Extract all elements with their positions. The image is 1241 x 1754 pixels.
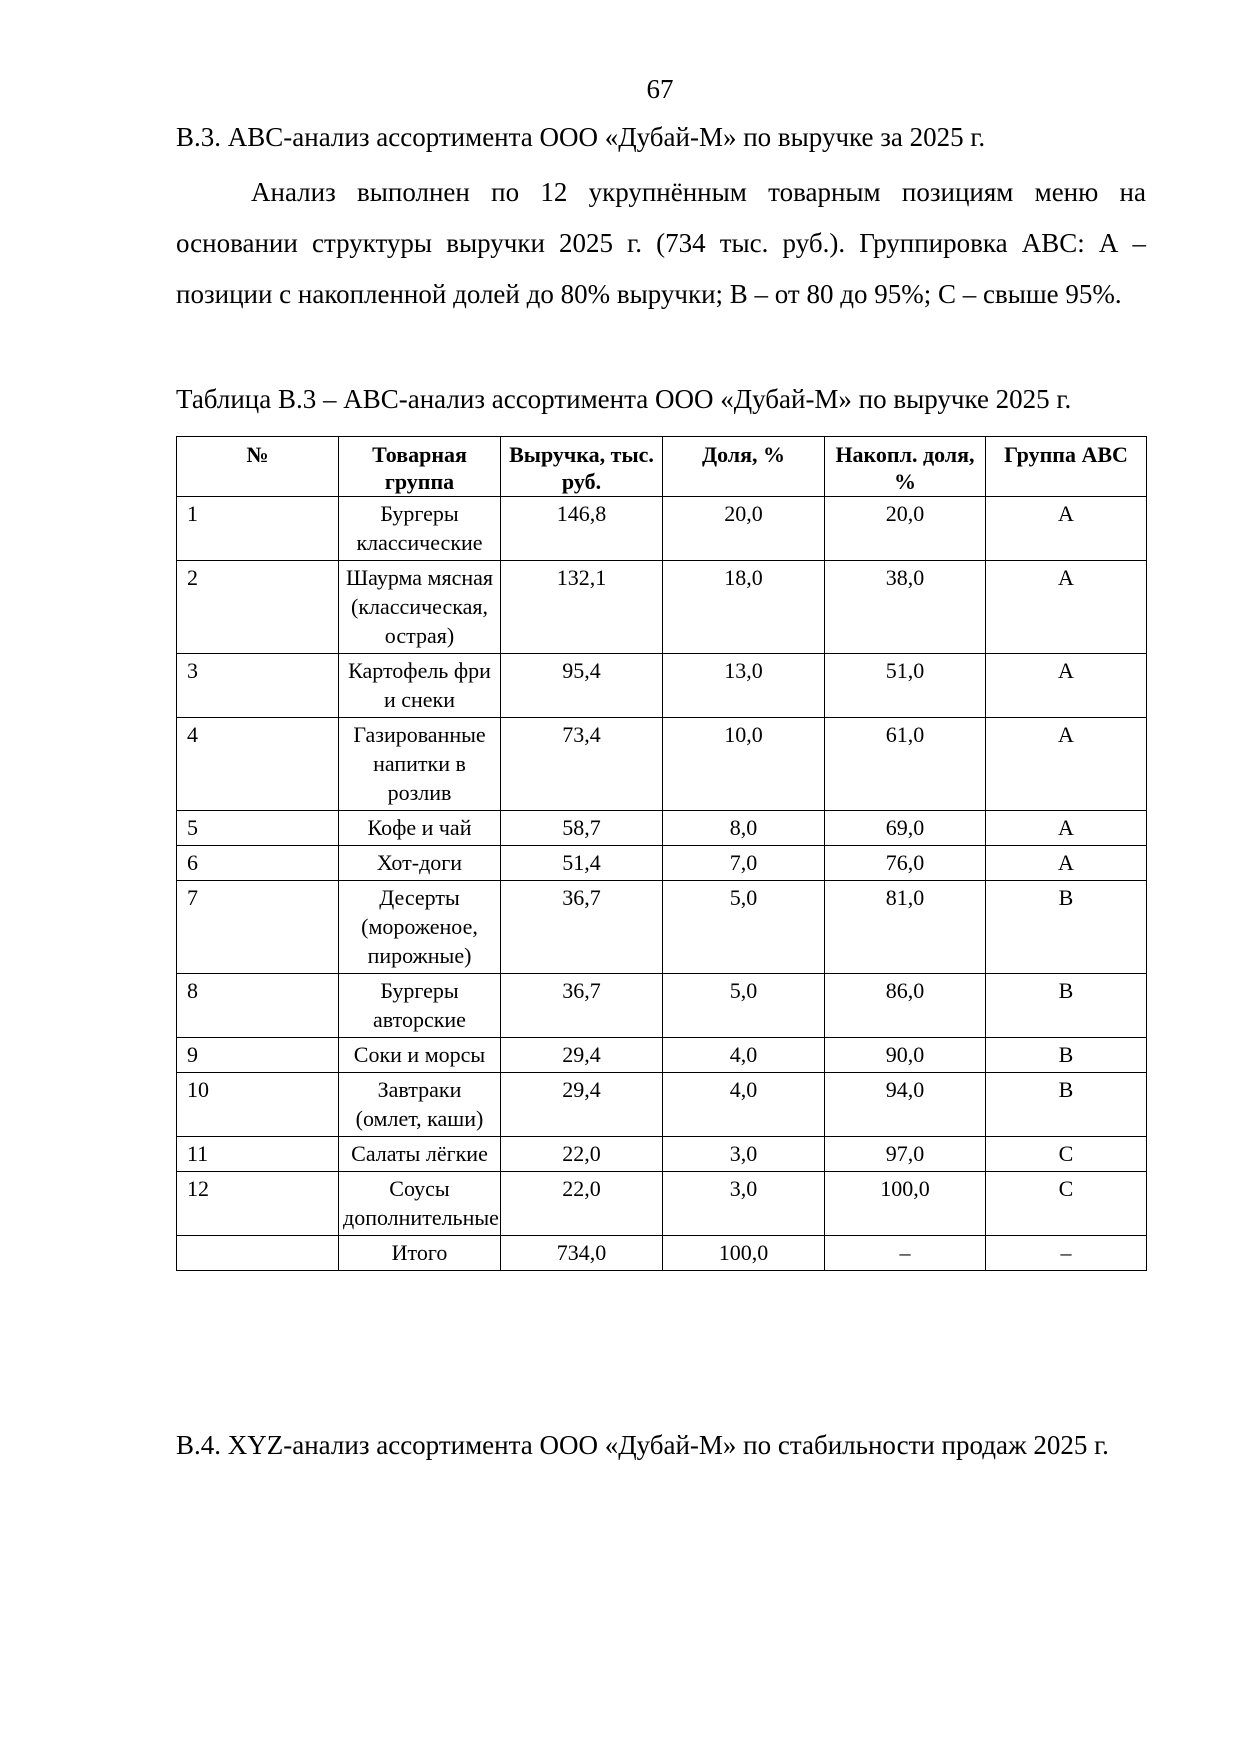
cell-number: 11 bbox=[177, 1137, 339, 1172]
cell-revenue: 73,4 bbox=[501, 718, 663, 811]
cell-revenue: 29,4 bbox=[501, 1038, 663, 1073]
cell-share: 100,0 bbox=[663, 1236, 825, 1271]
cell-cumulative-share: 51,0 bbox=[825, 654, 986, 718]
cell-revenue: 132,1 bbox=[501, 561, 663, 654]
cell-share: 7,0 bbox=[663, 846, 825, 881]
cell-share: 4,0 bbox=[663, 1073, 825, 1137]
cell-cumulative-share: 97,0 bbox=[825, 1137, 986, 1172]
table-row bbox=[177, 811, 1147, 846]
table-row bbox=[177, 1137, 1147, 1172]
table-caption: Таблица В.3 – ABC-анализ ассортимента ООО «Дубай-М» по выручке 2025 г. bbox=[176, 384, 1072, 414]
header-share: Доля, % bbox=[663, 437, 825, 497]
cell-revenue: 95,4 bbox=[501, 654, 663, 718]
cell-number: 8 bbox=[177, 974, 339, 1038]
cell-abc-group: A bbox=[986, 561, 1147, 654]
cell-revenue: 36,7 bbox=[501, 881, 663, 974]
cell-cumulative-share: 86,0 bbox=[825, 974, 986, 1038]
cell-abc-group: A bbox=[986, 654, 1147, 718]
cell-share: 10,0 bbox=[663, 718, 825, 811]
cell-abc-group: B bbox=[986, 881, 1147, 974]
cell-number: 9 bbox=[177, 1038, 339, 1073]
header-product-group: Товарная группа bbox=[339, 437, 501, 497]
table-row bbox=[177, 1073, 1147, 1137]
cell-product-group: Бургеры авторские bbox=[339, 974, 501, 1038]
cell-product-group: Десерты (мороженое, пирожные) bbox=[339, 881, 501, 974]
table-body bbox=[177, 497, 1147, 1271]
table-row bbox=[177, 718, 1147, 811]
cell-number: 4 bbox=[177, 718, 339, 811]
cell-cumulative-share: – bbox=[825, 1236, 986, 1271]
cell-abc-group: A bbox=[986, 718, 1147, 811]
header-number: № bbox=[177, 437, 339, 497]
cell-number bbox=[177, 1236, 339, 1271]
table-row bbox=[177, 881, 1147, 974]
cell-share: 18,0 bbox=[663, 561, 825, 654]
table-row bbox=[177, 1172, 1147, 1236]
cell-share: 3,0 bbox=[663, 1172, 825, 1236]
cell-cumulative-share: 20,0 bbox=[825, 497, 986, 561]
section-b4-heading: В.4. XYZ-анализ ассортимента ООО «Дубай-М» по стабильности продаж 2025 г. bbox=[176, 1430, 1109, 1460]
cell-abc-group: A bbox=[986, 811, 1147, 846]
cell-abc-group: C bbox=[986, 1137, 1147, 1172]
table-row bbox=[177, 654, 1147, 718]
header-revenue: Выручка, тыс. руб. bbox=[501, 437, 663, 497]
abc-table bbox=[176, 436, 1147, 1271]
cell-abc-group: – bbox=[986, 1236, 1147, 1271]
cell-cumulative-share: 61,0 bbox=[825, 718, 986, 811]
table-row bbox=[177, 561, 1147, 654]
cell-product-group: Итого bbox=[339, 1236, 501, 1271]
cell-revenue: 51,4 bbox=[501, 846, 663, 881]
cell-number: 2 bbox=[177, 561, 339, 654]
cell-product-group: Картофель фри и снеки bbox=[339, 654, 501, 718]
table-row bbox=[177, 1038, 1147, 1073]
cell-number: 3 bbox=[177, 654, 339, 718]
cell-revenue: 22,0 bbox=[501, 1172, 663, 1236]
cell-revenue: 36,7 bbox=[501, 974, 663, 1038]
cell-share: 8,0 bbox=[663, 811, 825, 846]
cell-product-group: Хот-доги bbox=[339, 846, 501, 881]
cell-revenue: 22,0 bbox=[501, 1137, 663, 1172]
cell-revenue: 58,7 bbox=[501, 811, 663, 846]
header-abc-group: Группа ABC bbox=[986, 437, 1147, 497]
page-number: 67 bbox=[646, 74, 674, 104]
cell-product-group: Салаты лёгкие bbox=[339, 1137, 501, 1172]
cell-cumulative-share: 90,0 bbox=[825, 1038, 986, 1073]
cell-share: 5,0 bbox=[663, 881, 825, 974]
header-cumulative-share: Накопл. доля, % bbox=[825, 437, 986, 497]
cell-cumulative-share: 100,0 bbox=[825, 1172, 986, 1236]
cell-cumulative-share: 76,0 bbox=[825, 846, 986, 881]
cell-number: 6 bbox=[177, 846, 339, 881]
cell-number: 12 bbox=[177, 1172, 339, 1236]
cell-abc-group: B bbox=[986, 974, 1147, 1038]
cell-share: 4,0 bbox=[663, 1038, 825, 1073]
cell-product-group: Бургеры классическиe bbox=[339, 497, 501, 561]
cell-product-group: Кофе и чай bbox=[339, 811, 501, 846]
table-header-row bbox=[177, 437, 1147, 497]
cell-cumulative-share: 69,0 bbox=[825, 811, 986, 846]
table-row bbox=[177, 497, 1147, 561]
table-row bbox=[177, 974, 1147, 1038]
cell-number: 5 bbox=[177, 811, 339, 846]
cell-abc-group: B bbox=[986, 1073, 1147, 1137]
table-row bbox=[177, 1236, 1147, 1271]
cell-share: 20,0 bbox=[663, 497, 825, 561]
section-b3-heading: В.3. ABC-анализ ассортимента ООО «Дубай-М» по выручке за 2025 г. bbox=[176, 122, 986, 152]
cell-revenue: 734,0 bbox=[501, 1236, 663, 1271]
cell-revenue: 146,8 bbox=[501, 497, 663, 561]
cell-share: 3,0 bbox=[663, 1137, 825, 1172]
cell-share: 5,0 bbox=[663, 974, 825, 1038]
cell-product-group: Соусы дополнительные bbox=[339, 1172, 501, 1236]
cell-abc-group: B bbox=[986, 1038, 1147, 1073]
cell-number: 1 bbox=[177, 497, 339, 561]
cell-product-group: Соки и морсы bbox=[339, 1038, 501, 1073]
cell-cumulative-share: 81,0 bbox=[825, 881, 986, 974]
cell-revenue: 29,4 bbox=[501, 1073, 663, 1137]
cell-number: 7 bbox=[177, 881, 339, 974]
cell-abc-group: A bbox=[986, 846, 1147, 881]
cell-product-group: Шаурма мясная (классическая, острая) bbox=[339, 561, 501, 654]
section-b3-paragraph: Анализ выполнен по 12 укрупнённым товарным позициям меню на основании структуры выручки 2025 г. (734 тыс. руб.). Группировка ABC: А – позиции с накопленной долей до 80% выручки; В – от 80 до 95%; С – свыше 95%. bbox=[176, 177, 1146, 309]
cell-share: 13,0 bbox=[663, 654, 825, 718]
cell-product-group: Завтраки (омлет, каши) bbox=[339, 1073, 501, 1137]
cell-number: 10 bbox=[177, 1073, 339, 1137]
table-row bbox=[177, 846, 1147, 881]
cell-product-group: Газированные напитки в розлив bbox=[339, 718, 501, 811]
cell-abc-group: C bbox=[986, 1172, 1147, 1236]
cell-abc-group: A bbox=[986, 497, 1147, 561]
cell-cumulative-share: 38,0 bbox=[825, 561, 986, 654]
cell-cumulative-share: 94,0 bbox=[825, 1073, 986, 1137]
